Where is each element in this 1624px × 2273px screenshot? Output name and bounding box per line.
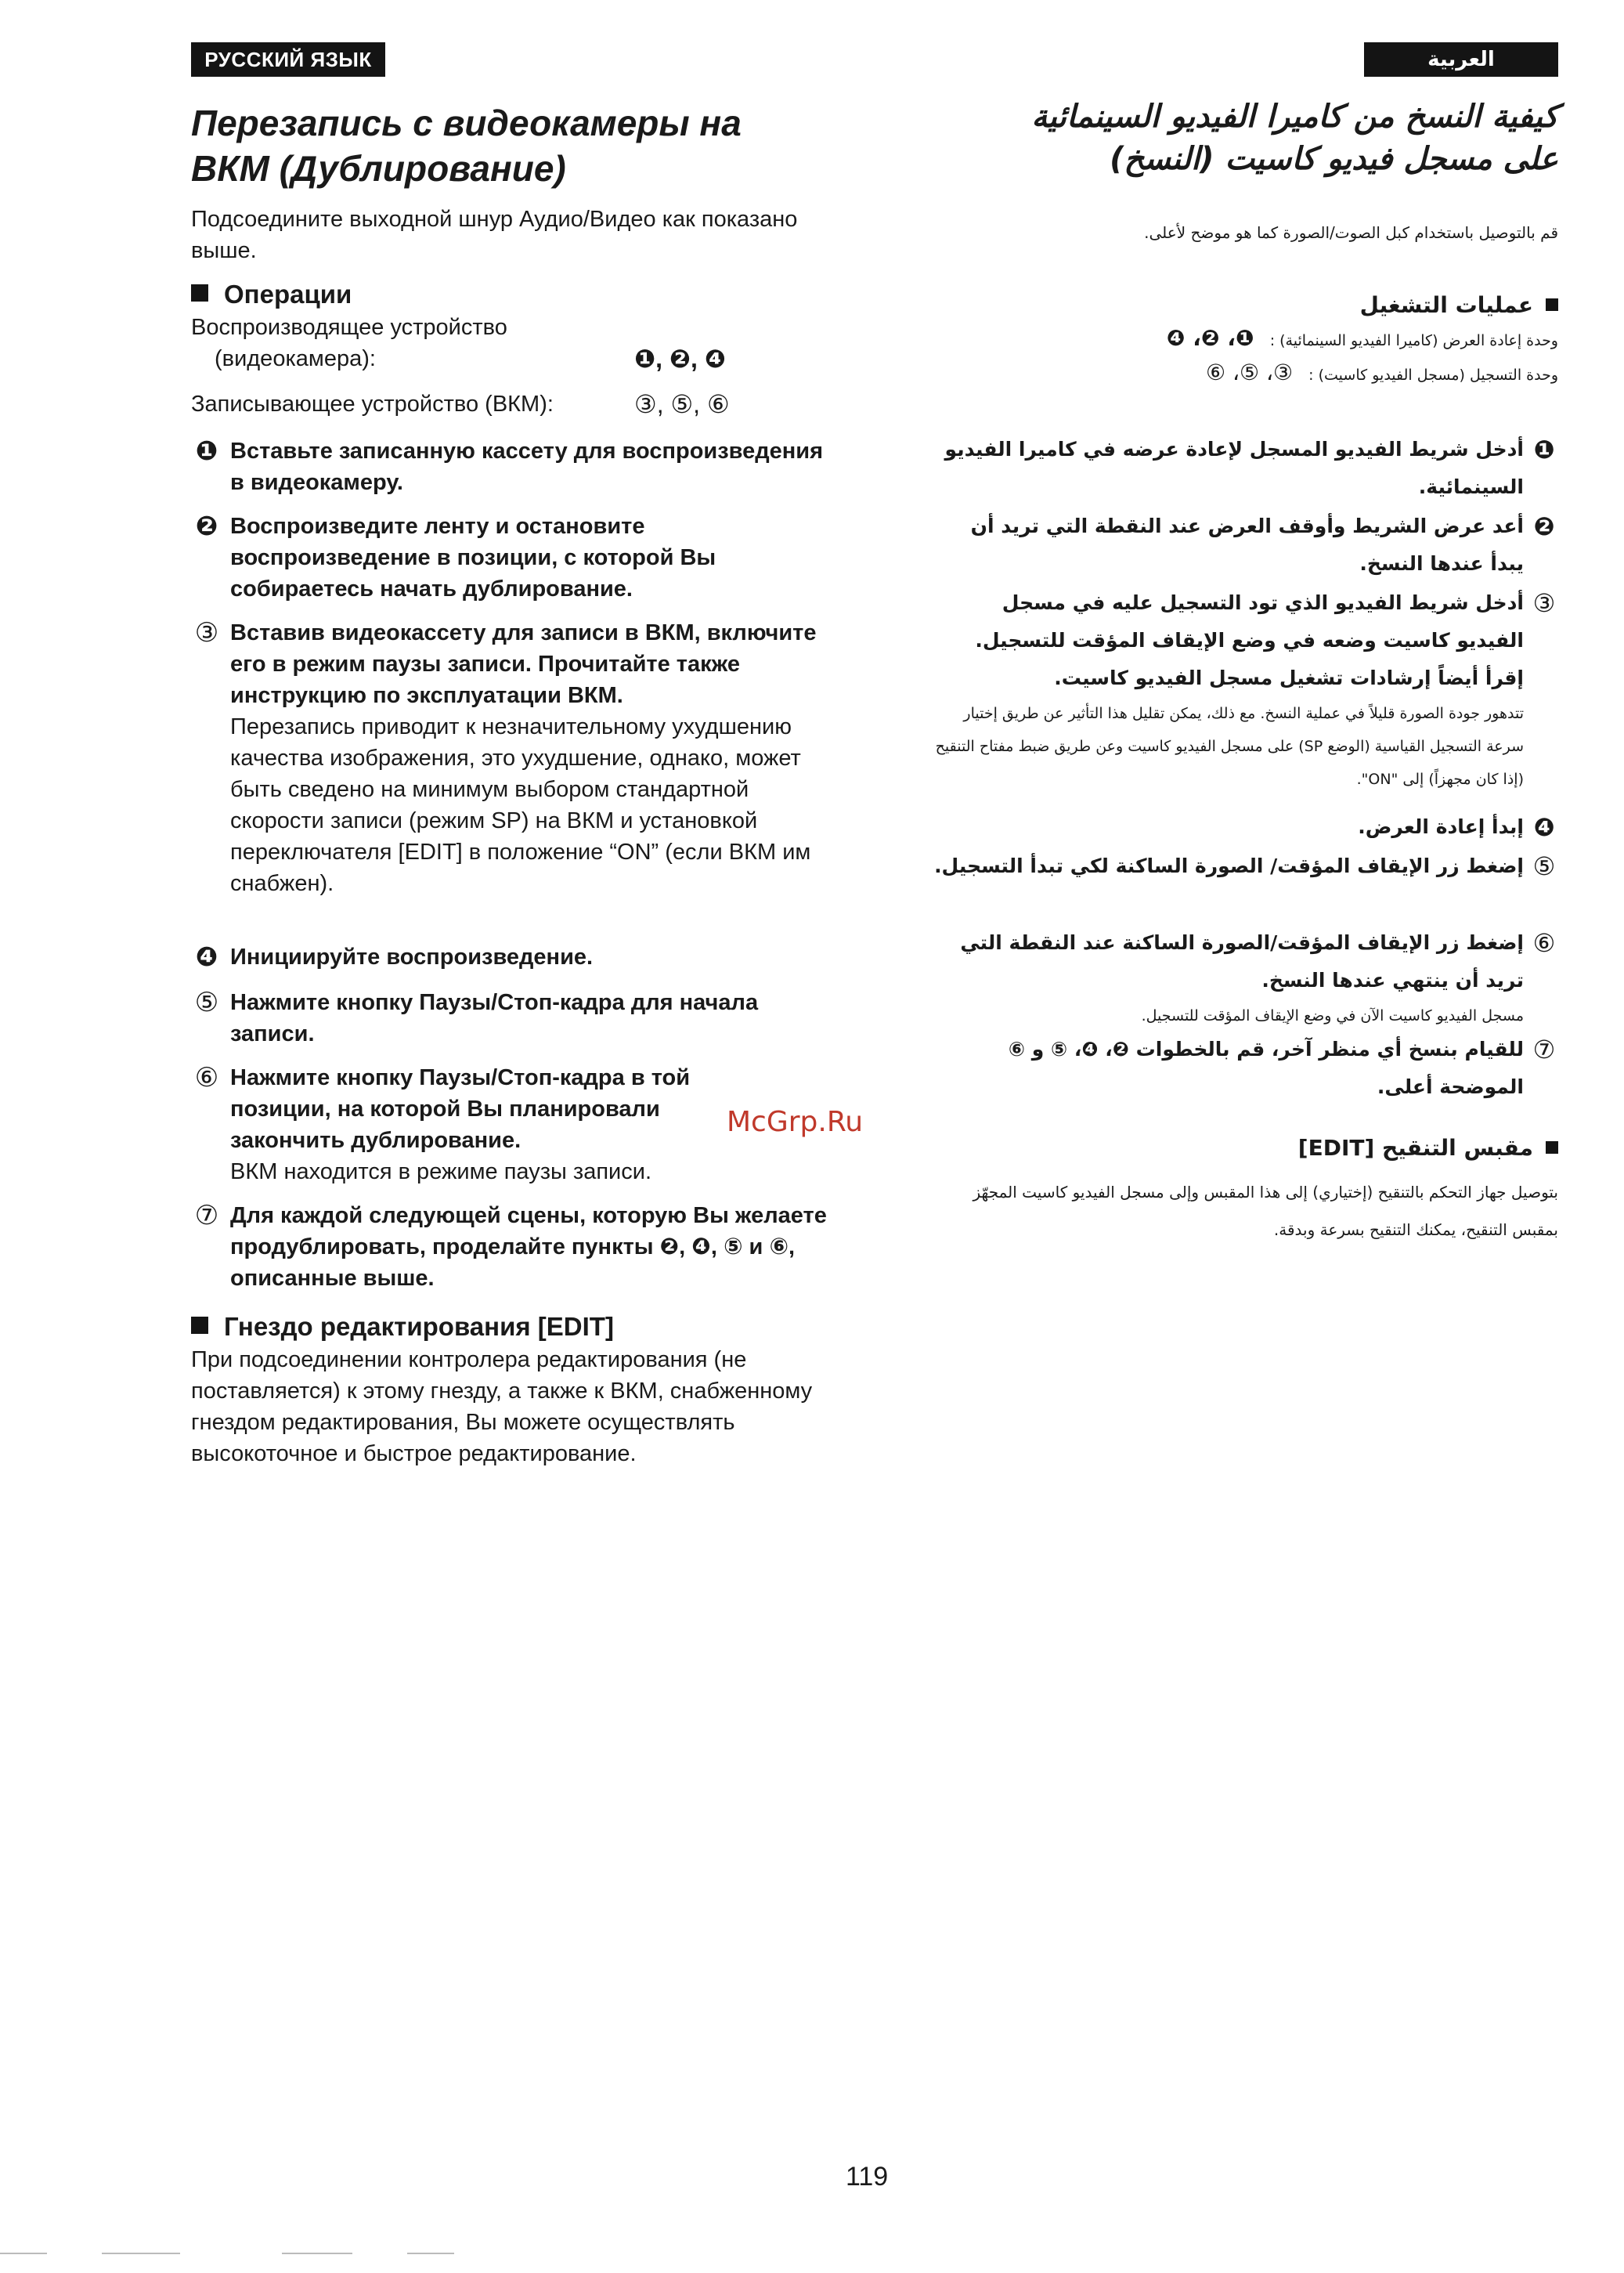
watermark-text: McGrp.Ru <box>727 1106 864 1138</box>
ru-step-7 <box>191 1200 833 1294</box>
ru-playback-device-sub: (видеокамера): <box>215 346 376 371</box>
ru-playback-step-marks: ❶, ❷, ❹ <box>634 345 726 373</box>
language-tag-russian: РУССКИЙ ЯЗЫК <box>191 42 385 77</box>
ar-step-5 <box>932 847 1558 885</box>
ar-step-number: ⑦ <box>1532 1035 1556 1064</box>
ar-step-note: مسجل الفيديو كاسيت الآن في وضع الإيقاف المؤقت للتسجيل. <box>1141 1007 1524 1024</box>
ar-step-text: أدخل شريط الفيديو المسجل لإعادة عرضه في كاميرا الفيديو السينمائية. <box>944 438 1524 498</box>
ru-step-text: Инициируйте воспроизведение. <box>230 945 594 970</box>
ru-intro-text: Подсоедините выходной шнур Аудио/Видео как показано выше. <box>191 207 798 263</box>
ru-edit-jack-label: Гнездо редактирования [EDIT] <box>224 1312 614 1341</box>
bullet-square-icon <box>1546 1141 1558 1154</box>
ar-step-number: ⑥ <box>1532 928 1556 958</box>
footer-rule <box>282 2253 352 2254</box>
ru-recording-step-marks: ③, ⑤, ⑥ <box>634 390 730 418</box>
ru-step-number: ❷ <box>195 511 218 541</box>
ar-edit-jack-label: مقبس التنقيح [EDIT] <box>1297 1135 1533 1161</box>
ar-step-1 <box>932 431 1558 506</box>
ar-step-number: ③ <box>1532 588 1556 618</box>
ru-step-text: Нажмите кнопку Паузы/Стоп-кадра для начала записи. <box>230 990 759 1046</box>
ar-recording-device <box>854 360 1558 388</box>
ru-step-text: Вставьте записанную кассету для воспроизведения в видеокамеру. <box>230 439 824 495</box>
ru-step-number: ③ <box>194 618 219 648</box>
bullet-square-icon <box>191 1317 208 1334</box>
language-tag-arabic: العربية <box>1364 42 1558 77</box>
ar-step-text: أدخل شريط الفيديو الذي تود التسجيل عليه في مسجل الفيديو كاسيت وضعه في وضع الإيقاف المؤقت للتسجيل. إقرأ أيضاً إرشادات تشغيل مسجل الفيديو كاسيت. <box>975 591 1524 689</box>
ar-step-text: أعد عرض الشريط وأوقف العرض عند النقطة التي تريد أن يبدأ عندها النسخ. <box>970 515 1524 575</box>
ru-title-line-2: ВКМ (Дублирование) <box>191 148 566 189</box>
ru-step-number: ❶ <box>195 436 218 466</box>
ar-edit-jack-heading <box>854 1134 1558 1162</box>
ar-intro-text: قم بالتوصيل باستخدام كبل الصوت/الصورة كما هو موضح لأعلى. <box>1144 223 1558 242</box>
ru-step-number: ⑤ <box>194 988 219 1017</box>
ru-playback-device-label: Воспроизводящее устройство <box>191 315 507 340</box>
ar-step-number: ❹ <box>1533 812 1555 842</box>
ar-page-title <box>854 96 1558 180</box>
ar-title-line-1: كيفية النسخ من كاميرا الفيديو السينمائية <box>1031 99 1558 135</box>
ar-step-text: للقيام بنسخ أي منظر آخر، قم بالخطوات ❷، ❹، ⑤ و ⑥ الموضحة أعلى. <box>1008 1038 1524 1098</box>
ru-operations-heading <box>191 279 833 310</box>
ar-recording-device-label: وحدة التسجيل (مسجل الفيديو كاسيت) : <box>1308 367 1558 384</box>
ru-step-1 <box>191 435 833 498</box>
ru-step-number: ⑥ <box>194 1063 219 1093</box>
ar-title-line-2: على مسجل فيديو كاسيت (النسخ) <box>1110 141 1558 177</box>
bullet-square-icon <box>1546 298 1558 311</box>
ar-step-number: ❶ <box>1533 435 1555 464</box>
ar-step-7 <box>932 1031 1558 1106</box>
ru-step-number: ❹ <box>195 942 218 972</box>
footer-rule <box>102 2253 180 2254</box>
bullet-square-icon <box>191 284 208 302</box>
ru-step-5 <box>191 987 833 1050</box>
ar-step-note: تتدهور جودة الصورة قليلاً في عملية النسخ. مع ذلك، يمكن تقليل هذا التأثير عن طريق إختيار سرعة التسجيل القياسية (الوضع SP) على مسجل الفيديو كاسيت وعن طريق ضبط مفتاح التنقيح (إذا كان مجهزاً) إلى "ON". <box>935 705 1524 788</box>
footer-rule <box>0 2253 47 2254</box>
ru-title-line-1: Перезапись с видеокамеры на <box>191 103 742 143</box>
ru-step-text: Для каждой следующей сцены, которую Вы желаете продублировать, проделайте пункты ❷, ❹, ⑤ и ⑥, описанные выше. <box>230 1203 827 1291</box>
footer-rule <box>407 2253 454 2254</box>
ar-step-3 <box>932 584 1558 796</box>
ar-edit-jack-text: بتوصيل جهاز التحكم بالتنقيح (إختياري) إلى هذا المقبس وإلى مسجل الفيديو كاسيت المجهّز بمقبس التنقيح، يمكنك التنقيح بسرعة وبدقة. <box>973 1183 1558 1239</box>
ru-step-number: ⑦ <box>194 1201 219 1230</box>
ar-recording-step-marks: ③، ⑤، ⑥ <box>1205 360 1294 385</box>
ru-edit-jack-text: При подсоединении контролера редактирования (не поставляется) к этому гнезду, а также к ВКМ, снабженному гнездом редактирования, Вы можете осуществлять высокоточное и быстрое редактирование. <box>191 1347 813 1466</box>
ar-step-text: إبدأ إعادة العرض. <box>1358 815 1524 838</box>
ru-step-2 <box>191 511 833 605</box>
ru-step-note: ВКМ находится в режиме паузы записи. <box>230 1159 652 1184</box>
ru-page-title <box>191 100 896 191</box>
ar-step-number: ❷ <box>1533 511 1555 541</box>
ru-step-text: Воспроизведите ленту и остановите воспроизведение в позиции, с которой Вы собираетесь начать дублирование. <box>230 514 716 602</box>
ru-step-3 <box>191 617 833 899</box>
ru-operations-label: Операции <box>224 280 352 309</box>
ar-step-4 <box>932 808 1558 846</box>
ru-recording-device-label: Записывающее устройство (ВКМ): <box>191 392 554 417</box>
ar-step-text: إضغط زر الإيقاف المؤقت/ الصورة الساكنة لكي تبدأ التسجيل. <box>934 855 1524 877</box>
ar-step-6 <box>932 924 1558 1032</box>
page-number: 119 <box>846 2162 889 2192</box>
ar-step-2 <box>932 508 1558 583</box>
ar-step-number: ⑤ <box>1532 851 1556 881</box>
ar-operations-heading <box>854 291 1558 320</box>
ar-operations-label: عمليات التشغيل <box>1359 292 1533 318</box>
ru-step-4 <box>191 941 833 973</box>
ar-step-text: إضغط زر الإيقاف المؤقت/الصورة الساكنة عند النقطة التي تريد أن ينتهي عندها النسخ. <box>960 931 1524 992</box>
ru-edit-jack-heading <box>191 1311 833 1342</box>
ar-playback-step-marks: ❶، ❷، ❹ <box>1166 325 1254 351</box>
ru-step-text: Нажмите кнопку Паузы/Стоп-кадра в той позиции, на которой Вы планировали закончить дублирование. <box>230 1065 691 1153</box>
ar-playback-device-label: وحدة إعادة العرض (كاميرا الفيديو السينمائية) : <box>1269 332 1558 349</box>
ar-playback-device <box>854 326 1558 353</box>
ru-step-text: Вставив видеокассету для записи в ВКМ, включите его в режим паузы записи. Прочитайте также инструкцию по эксплуатации ВКМ. <box>230 620 817 708</box>
ru-step-note: Перезапись приводит к незначительному ухудшению качества изображения, это ухудшение, однако, может быть сведено на минимум выбором стандартной скорости записи (режим SP) на ВКМ и установкой переключателя [EDIT] в положение “ON” (если ВКМ им снабжен). <box>230 714 811 896</box>
